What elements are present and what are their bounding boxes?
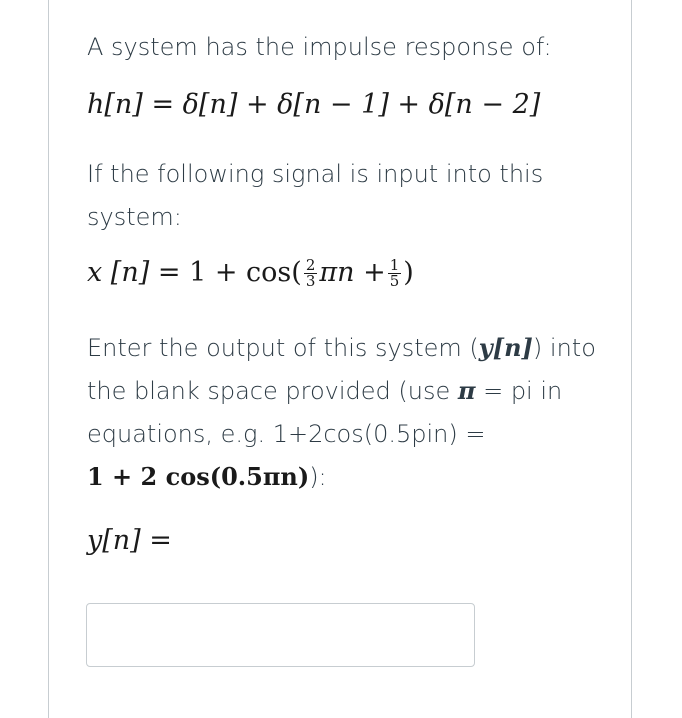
- signal-equation: [87, 257, 414, 289]
- impulse-rhs: δ[n] + δ[n − 1] + δ[n − 2]: [182, 89, 541, 120]
- intro-text: A system has the impulse response of:: [87, 33, 552, 61]
- fraction-one-fifth: $\frac{1}{5}$: [389, 256, 400, 290]
- signal-mid: πn +: [319, 257, 386, 288]
- close-paren: ): [403, 257, 414, 288]
- signal-rhs-prefix: 1 + cos: [189, 257, 292, 288]
- instructions-line1: Enter the output of this system (y[n]) into: [87, 333, 596, 362]
- instructions-line4: 1 + 2 cos(0.5πn)):: [87, 462, 327, 491]
- impulse-response-equation: [87, 89, 540, 120]
- answer-input[interactable]: [86, 603, 475, 667]
- answer-label: y[n] =: [87, 525, 172, 556]
- signal-intro-line1: If the following signal is input into this: [87, 160, 544, 188]
- signal-lhs: x [n]: [87, 257, 150, 288]
- fraction-two-thirds: $\frac{2}{3}$: [305, 256, 316, 290]
- signal-intro-line2: system:: [87, 203, 182, 231]
- impulse-lhs: h[n]: [87, 89, 143, 120]
- equals-sign: =: [151, 89, 183, 120]
- instructions-line2: the blank space provided (use π = pi in: [87, 376, 563, 405]
- equals-sign: =: [157, 257, 190, 288]
- instructions-line3: equations, e.g. 1+2cos(0.5pin) =: [87, 420, 486, 448]
- open-paren: (: [291, 257, 302, 288]
